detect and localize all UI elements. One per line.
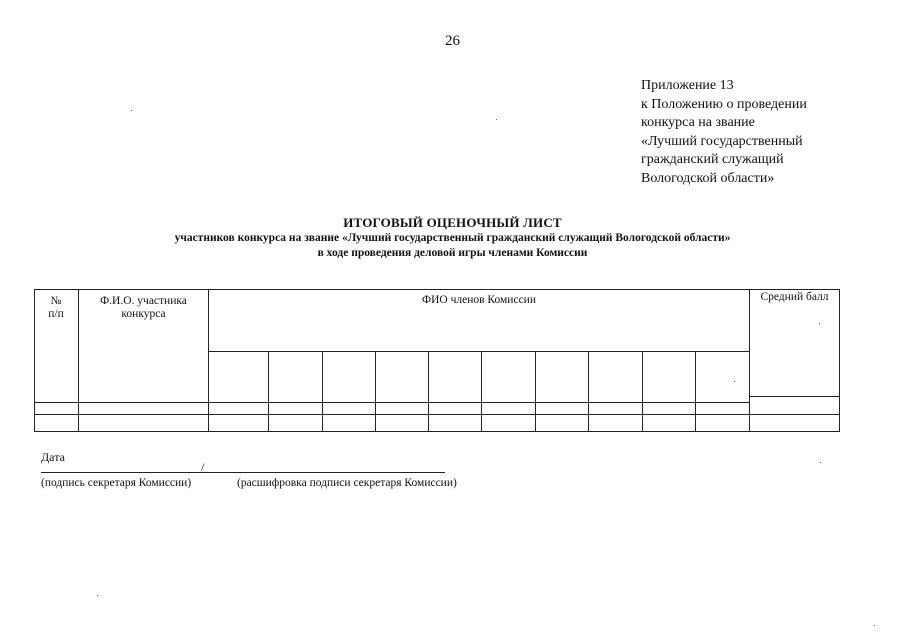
appendix-line: «Лучший государственный	[641, 133, 803, 149]
document-subtitle-2: в ходе проведения деловой игры членами Комиссии	[317, 247, 588, 259]
scan-speck	[496, 119, 497, 120]
scan-speck	[874, 625, 875, 626]
header-number-line1: №	[50, 295, 62, 307]
scan-speck	[734, 381, 735, 382]
header-participant	[79, 295, 208, 321]
appendix-line: гражданский служащий	[641, 152, 784, 168]
scan-speck	[819, 323, 820, 324]
signature-slash: /	[201, 460, 205, 474]
document-subtitle: участников конкурса на звание «Лучший государственный гражданский служащий Вологодской области»	[174, 232, 731, 244]
scan-speck	[820, 462, 821, 463]
signature-line	[41, 472, 445, 473]
header-participant-line2: конкурса	[121, 308, 166, 320]
appendix-line: Приложение 13	[641, 78, 734, 93]
header-participant-line1: Ф.И.О. участника	[100, 295, 187, 307]
header-average: Средний балл	[760, 291, 829, 303]
appendix-line: к Положению о проведении	[641, 96, 807, 112]
table-border	[35, 290, 840, 432]
scan-speck	[131, 110, 132, 111]
header-number	[34, 295, 78, 321]
appendix-line: конкурса на звание	[641, 115, 755, 131]
signature-caption-left: (подпись секретаря Комиссии)	[41, 477, 192, 489]
page-number: 26	[445, 33, 460, 49]
document-title: ИТОГОВЫЙ ОЦЕНОЧНЫЙ ЛИСТ	[343, 215, 562, 230]
signature-caption-right: (расшифровка подписи секретаря Комиссии)	[237, 477, 457, 489]
date-label: Дата	[41, 450, 65, 464]
header-commission: ФИО членов Комиссии	[422, 294, 536, 306]
header-number-line2: п/п	[48, 308, 64, 320]
scan-speck	[97, 595, 98, 596]
appendix-line: Вологодской области»	[641, 170, 775, 186]
appendix-note	[641, 77, 807, 189]
